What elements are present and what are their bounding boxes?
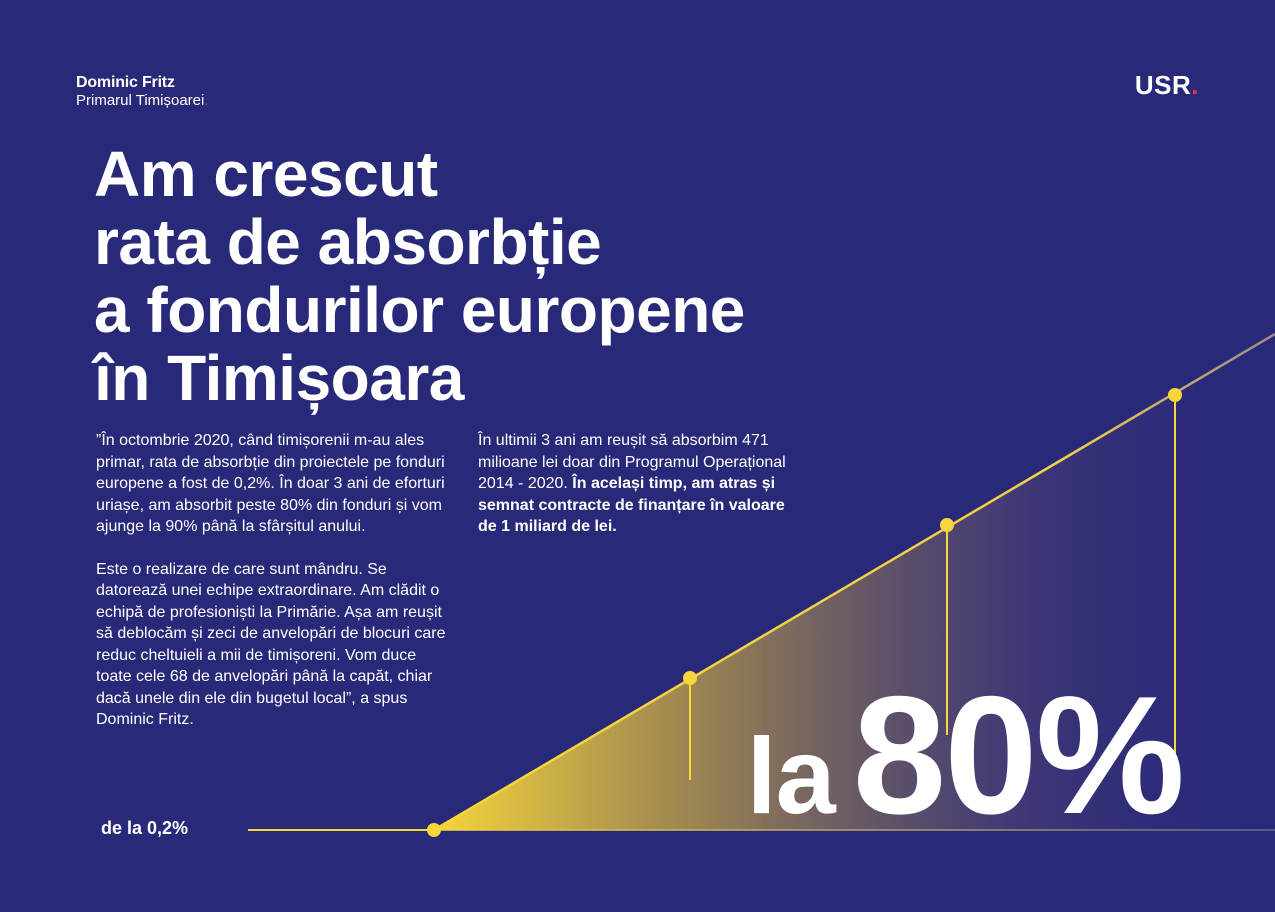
author-role-text: Primarul Timișoarei: [76, 92, 205, 109]
quote-paragraph-2: Este o realizare de care sunt mândru. Se datorează unei echipe extraordinare. Am clădit o echipă de profesioniști la Primărie. Așa am reușit să deblocăm și zeci de anvelopări de blocuri care reduc cheltuieli a mii de timișoreni. Vom duce toate cele 68 de anvelopări până la capăt, chiar dacă unele din ele din bugetul local”, a spus Dominic Fritz.: [96, 560, 446, 728]
page-headline: [94, 140, 745, 412]
headline-line-4: în Timișoara: [94, 342, 464, 414]
end-value-label: [746, 661, 1183, 866]
funding-text: În ultimii 3 ani am reușit să absorbim 471 milioane lei doar din Programul Operațional 2014 - 2020.: [478, 432, 786, 492]
marker-dot-1: [683, 671, 697, 685]
author-role: [76, 92, 209, 110]
body-column-right: [478, 430, 798, 538]
end-value-number: 80%: [852, 661, 1183, 849]
author-block: [76, 74, 209, 110]
marker-dot-2: [940, 518, 954, 532]
usr-logo: [1135, 70, 1199, 101]
funding-paragraph: [478, 430, 798, 538]
marker-dot-start: [427, 823, 441, 837]
quote-paragraph-1: ”În octombrie 2020, când timișorenii m-au ales primar, rata de absorbție din proiectele pe fonduri europene a fost de 0,2%. În doar 3 ani de eforturi uriașe, am absorbit peste 80% din fonduri și vom ajunge la 90% până la sfârșitul anului.: [96, 432, 445, 535]
author-name: Dominic Fritz: [76, 74, 175, 91]
end-value-prefix: la: [746, 715, 835, 836]
headline-line-2: rata de absorbție: [94, 206, 602, 278]
start-value-label: de la 0,2%: [101, 818, 189, 838]
marker-dot-3: [1168, 388, 1182, 402]
headline-line-1: Am crescut: [94, 138, 438, 210]
usr-logo-text: USR: [1134, 70, 1192, 100]
headline-line-3: a fondurilor europene: [94, 274, 745, 346]
body-column-left: [96, 430, 448, 731]
author-role-dot: .: [204, 92, 209, 109]
funding-highlight: În același timp, am atras și semnat contracte de finanțare în valoare de 1 miliard de lei.: [478, 475, 785, 535]
usr-logo-dot: .: [1191, 70, 1199, 100]
